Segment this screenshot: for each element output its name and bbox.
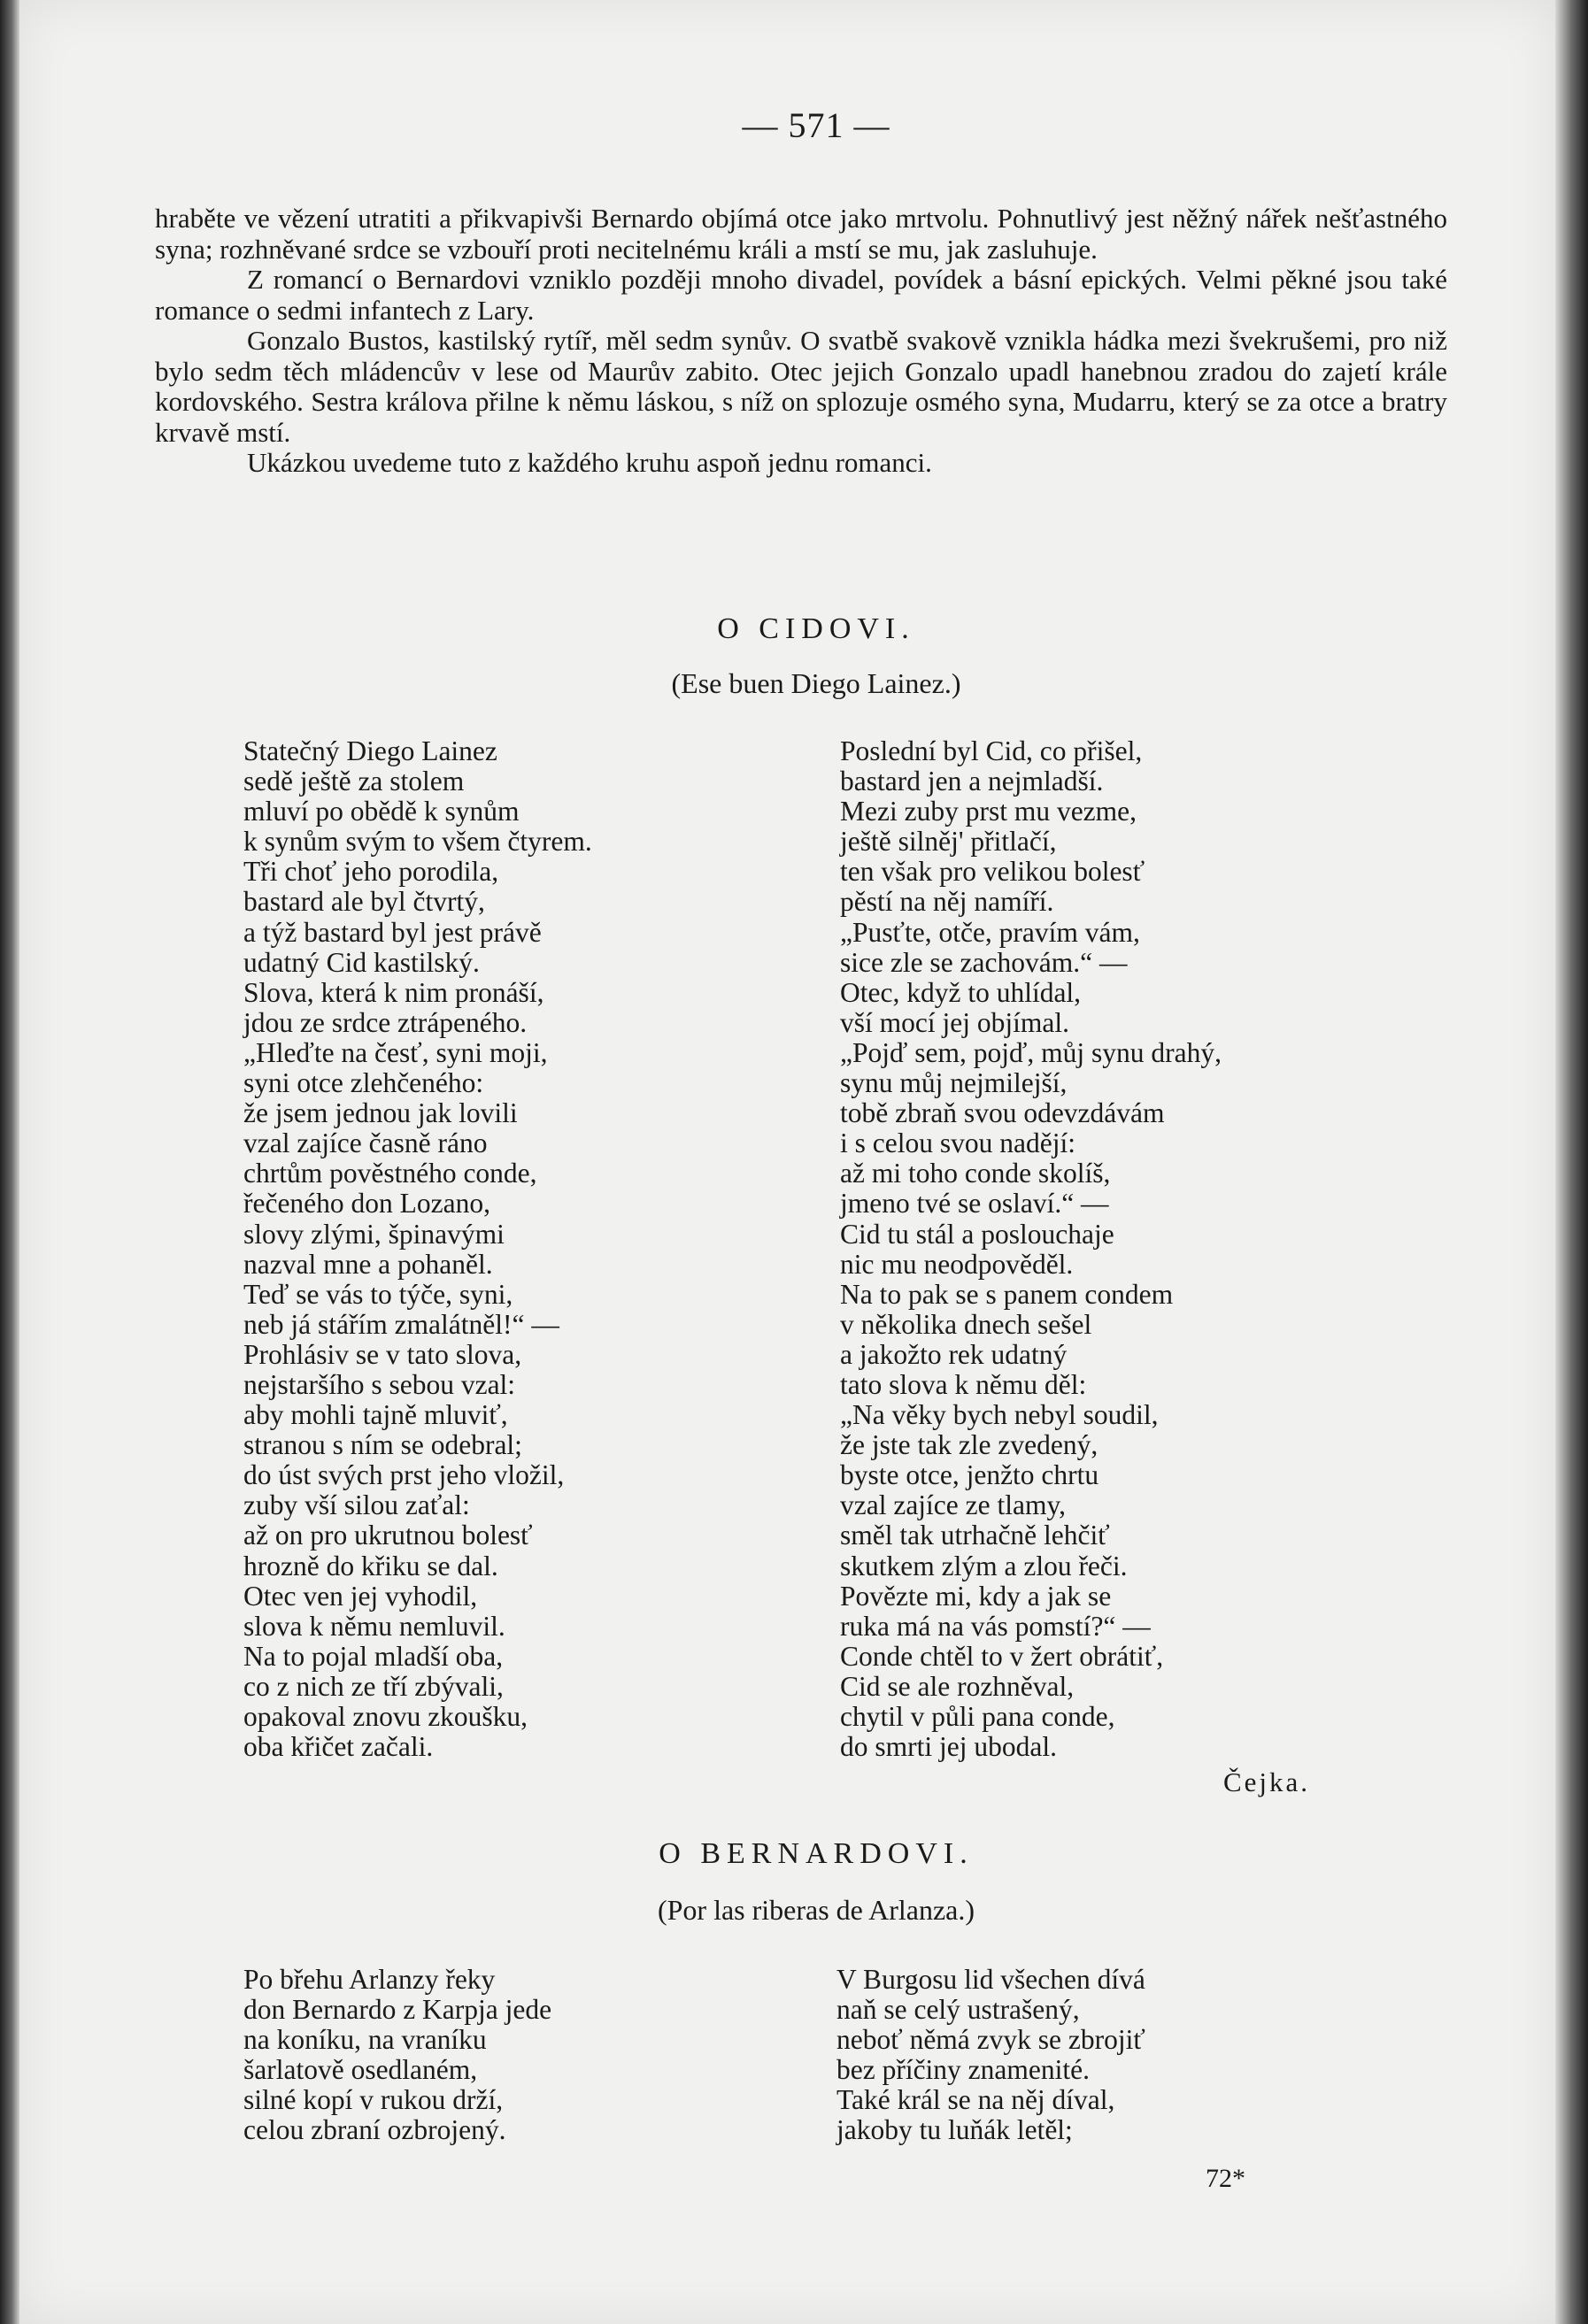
book-page — [19, 0, 1555, 2324]
verse-line: bastard ale byl čtvrtý, — [243, 886, 485, 918]
verse-line: „Pusťte, otče, pravím vám, — [840, 916, 1140, 948]
poem-left-column — [243, 736, 592, 1762]
verse-line: slovy zlými, špinavými — [243, 1218, 505, 1250]
verse-line: Cid se ale rozhněval, — [840, 1670, 1075, 1702]
verse-line: Otec, když to uhlídal, — [840, 976, 1082, 1008]
verse-line: Na to pak se s panem condem — [840, 1278, 1174, 1310]
paragraph: Z romancí o Bernardovi vzniklo později mnoho divadel, povídek a básní epických. Velmi pěkné jsou také romance o sedmi infantech z Lary. — [155, 264, 1447, 326]
verse-line: naň se celý ustrašený, — [836, 1994, 1080, 2026]
verse-line: Na to pojal mladší oba, — [243, 1640, 504, 1672]
verse-line: Poslední byl Cid, co přišel, — [840, 735, 1143, 766]
verse-line: že jste tak zle zvedený, — [840, 1429, 1098, 1461]
verse-line: Otec ven jej vyhodil, — [243, 1580, 478, 1612]
verse-line: opakoval znovu zkoušku, — [243, 1701, 528, 1732]
verse-line: nic mu neodpověděl. — [840, 1248, 1074, 1280]
verse-line: směl tak utrhačně lehčiť — [840, 1520, 1110, 1551]
verse-line: hrozně do křiku se dal. — [243, 1550, 498, 1581]
verse-line: Mezi zuby prst mu vezme, — [840, 796, 1137, 827]
verse-line: Tři choť jeho porodila, — [243, 856, 499, 888]
verse-line: a týž bastard byl jest právě — [243, 916, 542, 948]
verse-line: aby mohli tajně mluviť, — [243, 1399, 508, 1431]
verse-line: na koníku, na vraníku — [243, 2024, 487, 2056]
verse-line: Teď se vás to týče, syni, — [243, 1278, 513, 1310]
poem-right-column — [840, 736, 1222, 1762]
verse-line: silné kopí v rukou drží, — [243, 2084, 504, 2116]
verse-line: skutkem zlým a zlou řeči. — [840, 1550, 1128, 1581]
verse-line: až on pro ukrutnou bolesť — [243, 1520, 533, 1551]
verse-line: vší mocí jej objímal. — [840, 1006, 1069, 1038]
scan-left-edge — [0, 0, 19, 2324]
paragraph: hraběte ve vězení utratiti a přikvapivši Bernardo objímá otce jako mrtvolu. Pohnutlivý jest něžný nářek nešťastného syna; rozhněvané srdce se vzbouří proti necitelnému králi a mstí se mu, jak zasluhuje. — [155, 203, 1447, 265]
verse-line: i s celou svou nadějí: — [840, 1127, 1075, 1159]
poem-title: O BERNARDOVI. — [659, 1837, 974, 1870]
verse-line: synu můj nejmilejší, — [840, 1067, 1068, 1099]
poem-right-column — [836, 1965, 1145, 2146]
verse-line: mluví po obědě k synům — [243, 796, 520, 827]
verse-line: slova k němu nemluvil. — [243, 1610, 505, 1642]
verse-line: tato slova k němu děl: — [840, 1368, 1087, 1400]
paragraph: Gonzalo Bustos, kastilský rytíř, měl sedm synův. O svatbě svakově vznikla hádka mezi švekrušemi, pro niž bylo sedm těch mládencův v lese od Maurův zabito. Otec jejich Gonzalo upadl hanebnou zradou do zajetí krále kordovského. Sestra králova přilne k němu láskou, s níž on splozuje osmého syna, Mudarru, který se za otce a bratry krvavě mstí. — [155, 325, 1447, 448]
verse-line: až mi toho conde skolíš, — [840, 1158, 1111, 1189]
verse-line: jakoby tu luňák letěl; — [836, 2114, 1073, 2146]
verse-line: byste otce, jenžto chrtu — [840, 1459, 1099, 1491]
verse-line: neboť němá zvyk se zbrojiť — [836, 2024, 1145, 2056]
verse-line: vzal zajíce ze tlamy, — [840, 1489, 1067, 1521]
verse-line: chytil v půli pana conde, — [840, 1701, 1115, 1732]
verse-line: do úst svých prst jeho vložil, — [243, 1459, 565, 1491]
verse-line: jmeno tvé se oslaví.“ — — [840, 1188, 1109, 1220]
intro-text — [155, 204, 1447, 479]
verse-line: V Burgosu lid všechen dívá — [836, 1964, 1145, 1995]
verse-line: neb já stářím zmalátněl!“ — — [243, 1308, 559, 1340]
verse-line: tobě zbraň svou odevzdávám — [840, 1097, 1165, 1129]
verse-line: ten však pro velikou bolesť — [840, 856, 1145, 888]
verse-line: vzal zajíce časně ráno — [243, 1127, 488, 1159]
verse-line: celou zbraní ozbrojený. — [243, 2114, 506, 2146]
verse-line: jdou ze srdce ztrápeného. — [243, 1006, 528, 1038]
verse-line: „Na věky bych nebyl soudil, — [840, 1399, 1159, 1431]
verse-line: Prohlásiv se v tato slova, — [243, 1338, 522, 1370]
verse-line: ještě silněj' přitlačí, — [840, 826, 1057, 858]
verse-line: chrtům pověstného conde, — [243, 1158, 537, 1189]
verse-line: Cid tu stál a poslouchaje — [840, 1218, 1114, 1250]
verse-line: nazval mne a pohaněl. — [243, 1248, 493, 1280]
verse-line: sice zle se zachovám.“ — — [840, 946, 1128, 978]
verse-line: nejstaršího s sebou vzal: — [243, 1368, 516, 1400]
poem-title: O CIDOVI. — [717, 612, 915, 645]
verse-line: Conde chtěl to v žert obrátiť, — [840, 1640, 1164, 1672]
verse-line: Povězte mi, kdy a jak se — [840, 1580, 1112, 1612]
poem-subtitle: (Por las riberas de Arlanza.) — [657, 1894, 975, 1926]
verse-line: do smrti jej ubodal. — [840, 1731, 1057, 1763]
verse-line: ruka má na vás pomstí?“ — — [840, 1610, 1151, 1642]
verse-line: pěstí na něj namíří. — [840, 886, 1054, 918]
verse-line: a jakožto rek udatný — [840, 1338, 1068, 1370]
verse-line: co z nich ze tří zbývali, — [243, 1670, 504, 1702]
signature-mark: 72* — [1206, 2164, 1245, 2193]
verse-line: stranou s ním se odebral; — [243, 1429, 522, 1461]
verse-line: bastard jen a nejmladší. — [840, 766, 1104, 797]
page-number: — 571 — — [742, 105, 890, 145]
verse-line: Také král se na něj díval, — [836, 2084, 1115, 2116]
scan-right-edge — [1555, 0, 1588, 2324]
verse-line: don Bernardo z Karpja jede — [243, 1994, 552, 2026]
verse-line: v několika dnech sešel — [840, 1308, 1092, 1340]
verse-line: syni otce zlehčeného: — [243, 1067, 484, 1099]
verse-line: sedě ještě za stolem — [243, 766, 465, 797]
verse-line: udatný Cid kastilský. — [243, 946, 480, 978]
verse-line: oba křičet začali. — [243, 1731, 434, 1763]
translator-name: Čejka. — [1223, 1766, 1311, 1797]
verse-line: bez příčiny znamenité. — [836, 2054, 1090, 2086]
poem-subtitle: (Ese buen Diego Lainez.) — [671, 667, 961, 699]
verse-line: „Hleďte na česť, syni moji, — [243, 1036, 548, 1068]
verse-line: Po břehu Arlanzy řeky — [243, 1964, 496, 1995]
verse-line: že jsem jednou jak lovili — [243, 1097, 518, 1129]
verse-line: Slova, která k nim pronáší, — [243, 976, 544, 1008]
verse-line: řečeného don Lozano, — [243, 1188, 490, 1220]
verse-line: šarlatově osedlaném, — [243, 2054, 478, 2086]
verse-line: „Pojď sem, pojď, můj synu drahý, — [840, 1036, 1222, 1068]
verse-line: Statečný Diego Lainez — [243, 735, 497, 766]
paragraph: Ukázkou uvedeme tuto z každého kruhu aspoň jednu romanci. — [247, 447, 932, 478]
verse-line: k synům svým to všem čtyrem. — [243, 826, 592, 858]
verse-line: zuby vší silou zaťal: — [243, 1489, 470, 1521]
poem-left-column — [243, 1965, 551, 2146]
